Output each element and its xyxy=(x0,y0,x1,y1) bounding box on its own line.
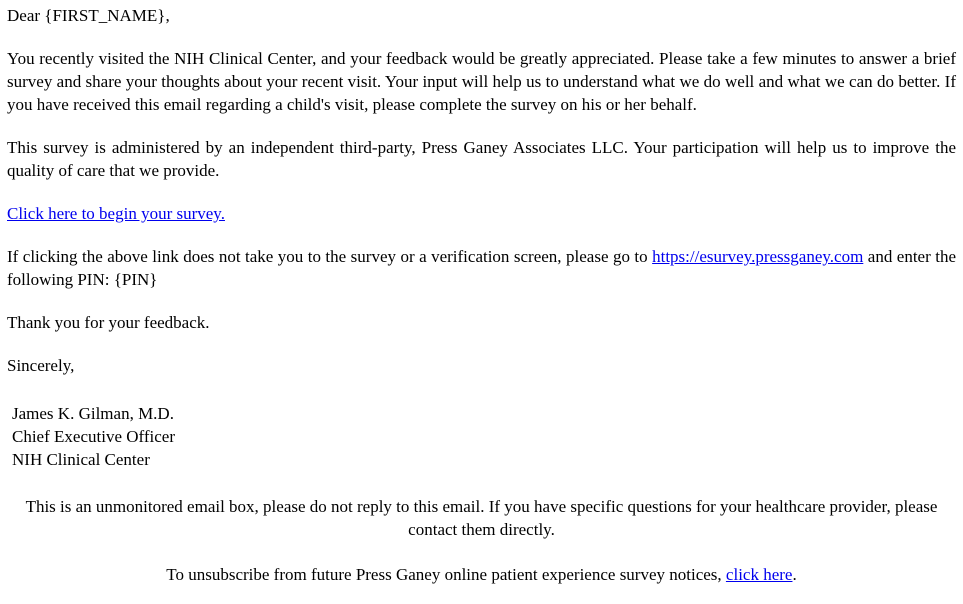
unsubscribe-text-after: . xyxy=(792,565,797,584)
survey-link-paragraph xyxy=(7,202,956,225)
fallback-text-before: If clicking the above link does not take you to the survey or a verification screen, please go to xyxy=(7,247,653,266)
administered-paragraph: This survey is administered by an independent third-party, Press Ganey Associates LLC. Your participation will help us to improve the quality of care that we provide. xyxy=(7,138,956,180)
esurvey-url-link[interactable]: https://esurvey.pressganey.com xyxy=(652,247,864,266)
closing: Sincerely, xyxy=(7,356,75,375)
unsubscribe-link[interactable]: click here xyxy=(725,565,793,584)
greeting: Dear {FIRST_NAME}, xyxy=(7,6,170,25)
signature-title: Chief Executive Officer xyxy=(12,427,176,446)
unmonitored-notice: This is an unmonitored email box, please do not reply to this email. If you have specific questions for your healthcare provider, please contact them directly. xyxy=(25,497,938,539)
intro-paragraph: You recently visited the NIH Clinical Center, and your feedback would be greatly appreciated. Please take a few minutes to answer a brief survey and share your thoughts about your recent visit. Your input will help us to understand what we do well and what we can do better. If you have received this email regarding a child's visit, please complete the survey on his or her behalf. xyxy=(7,49,956,114)
thanks-paragraph: Thank you for your feedback. xyxy=(7,313,210,332)
fallback-paragraph xyxy=(7,245,956,291)
begin-survey-link[interactable]: Click here to begin your survey. xyxy=(7,204,225,223)
fallback-text-after: and enter the following PIN: {PIN} xyxy=(7,247,956,289)
unsubscribe-text-before: To unsubscribe from future Press Ganey online patient experience survey notices, xyxy=(166,565,726,584)
unsubscribe-paragraph xyxy=(7,563,956,586)
signature-organization: NIH Clinical Center xyxy=(12,450,150,469)
signature-block xyxy=(7,402,956,471)
signature-name: James K. Gilman, M.D. xyxy=(12,404,174,423)
